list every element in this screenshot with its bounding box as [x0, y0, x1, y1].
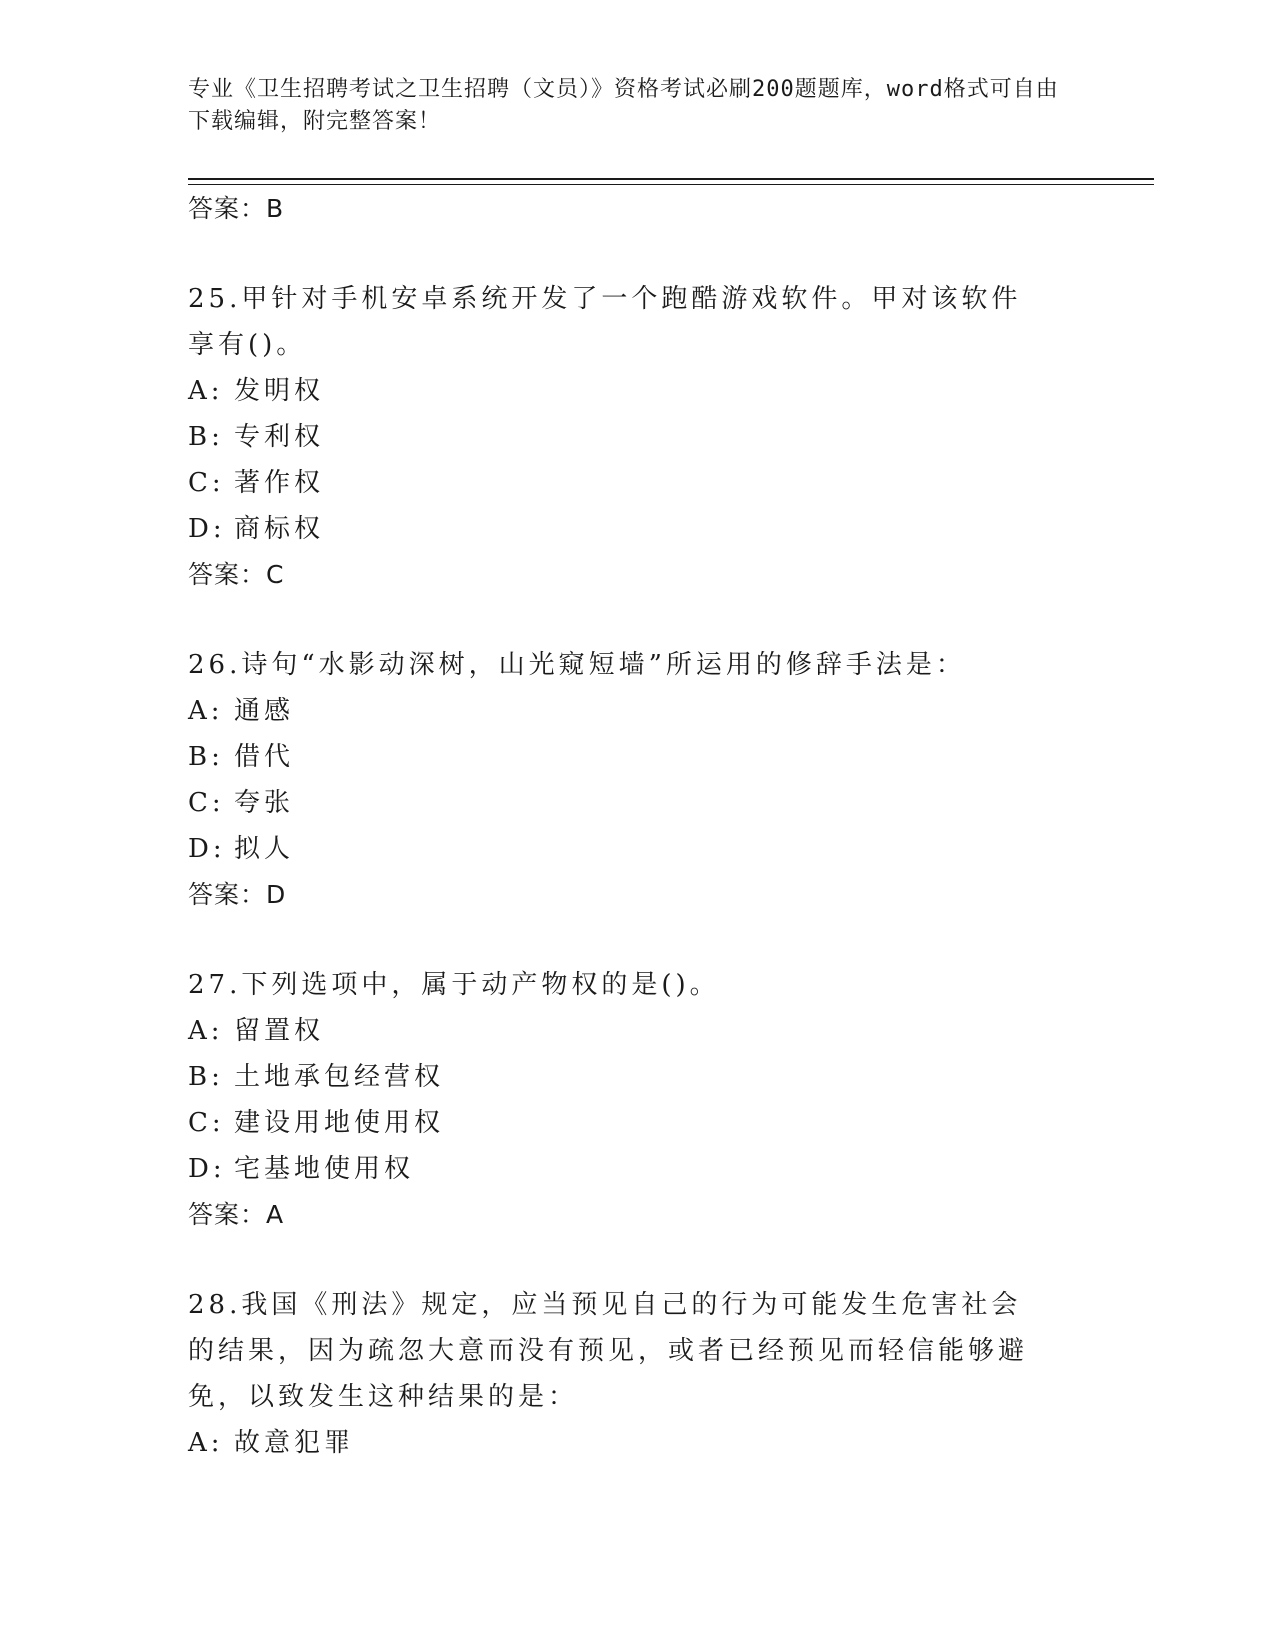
option-letter: A:: [188, 376, 224, 406]
option-letter: C:: [188, 788, 225, 818]
option-text: 宅基地使用权: [234, 1154, 415, 1184]
option-letter: C:: [188, 468, 225, 498]
question-25: [188, 276, 1088, 598]
header-divider: [188, 178, 1154, 180]
option-letter: B:: [188, 1062, 224, 1092]
question-28: [188, 1282, 1088, 1466]
option-letter: D:: [188, 1154, 226, 1184]
option-letter: A:: [188, 1428, 224, 1458]
option-text: 故意犯罪: [234, 1428, 355, 1458]
option-d: [188, 1146, 1088, 1192]
question-27: [188, 962, 1088, 1238]
option-b: [188, 734, 1088, 780]
option-d: [188, 506, 1088, 552]
option-text: 著作权: [234, 468, 325, 498]
option-c: [188, 460, 1088, 506]
option-c: [188, 780, 1088, 826]
option-text: 通感: [234, 696, 295, 726]
option-c: [188, 1100, 1088, 1146]
document-header: 专业《卫生招聘考试之卫生招聘（文员）》资格考试必刷200题题库，word格式可自由下载编辑，附完整答案！: [188, 77, 1059, 134]
answer-line: 答案：B: [188, 194, 285, 223]
answer-line: 答案：A: [188, 1200, 285, 1229]
answer-line: 答案：C: [188, 560, 285, 589]
header-divider-thin: [188, 184, 1154, 185]
option-text: 建设用地使用权: [234, 1108, 445, 1138]
option-d: [188, 826, 1088, 872]
option-text: 发明权: [234, 376, 325, 406]
option-letter: B:: [188, 742, 224, 772]
option-text: 土地承包经营权: [234, 1062, 445, 1092]
answer-line: 答案：D: [188, 880, 287, 909]
question-text: 27.下列选项中，属于动产物权的是()。: [188, 970, 720, 1000]
option-text: 拟人: [234, 834, 295, 864]
option-text: 留置权: [234, 1016, 325, 1046]
option-text: 借代: [234, 742, 295, 772]
option-text: 夸张: [234, 788, 295, 818]
option-letter: C:: [188, 1108, 225, 1138]
option-text: 专利权: [234, 422, 325, 452]
option-letter: B:: [188, 422, 224, 452]
option-letter: D:: [188, 834, 226, 864]
option-b: [188, 414, 1088, 460]
question-text: 28.我国《刑法》规定，应当预见自己的行为可能发生危害社会的结果，因为疏忽大意而没有预见，或者已经预见而轻信能够避免，以致发生这种结果的是：: [188, 1290, 1029, 1412]
option-a: [188, 1008, 1088, 1054]
question-list: [188, 186, 1088, 1466]
option-a: [188, 368, 1088, 414]
question-26: [188, 642, 1088, 918]
option-text: 商标权: [234, 514, 325, 544]
option-b: [188, 1054, 1088, 1100]
question-text: 26.诗句“水影动深树，山光窥短墙”所运用的修辞手法是：: [188, 650, 966, 680]
option-letter: D:: [188, 514, 226, 544]
question-text: 25.甲针对手机安卓系统开发了一个跑酷游戏软件。甲对该软件享有()。: [188, 284, 1022, 360]
option-letter: A:: [188, 696, 224, 726]
option-letter: A:: [188, 1016, 224, 1046]
option-a: [188, 1420, 1088, 1466]
option-a: [188, 688, 1088, 734]
